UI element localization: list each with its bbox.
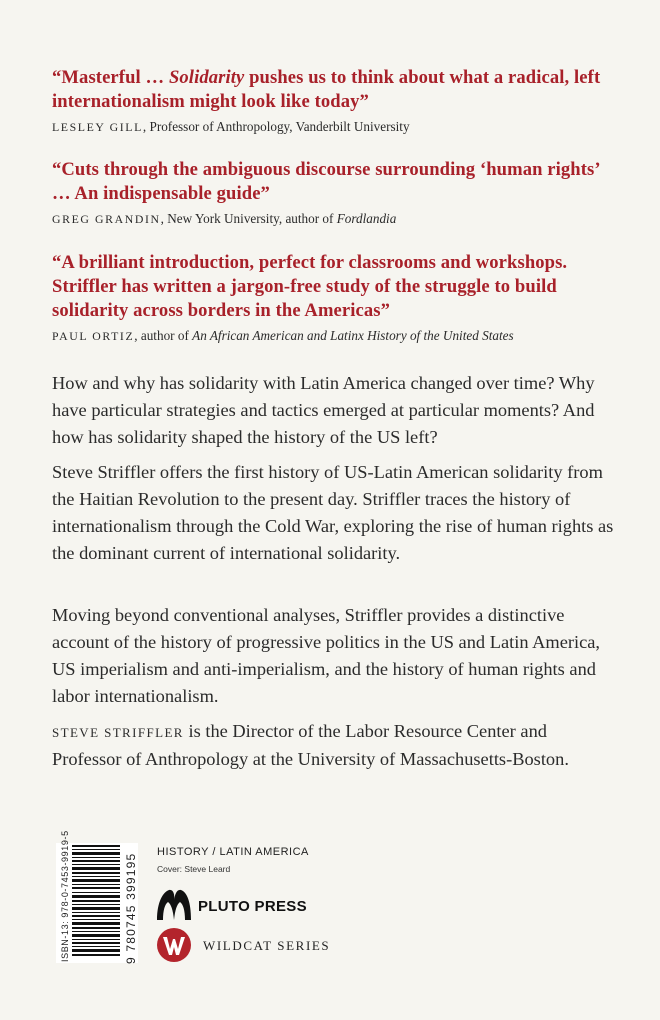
series-name: WILDCAT SERIES — [203, 938, 331, 953]
category-label: HISTORY / LATIN AMERICA — [157, 846, 309, 858]
isbn-number: ISBN-13: 978-0-7453-9919-5 — [60, 830, 70, 962]
quote-attribution: LESLEY GILL, Professor of Anthropology, Vanderbilt University — [52, 119, 410, 134]
quote-text: “A brilliant introduction, perfect for classrooms and workshops. Striffler has written a jargon-free study of the struggle to build solidarity across borders in the Americas” — [52, 252, 568, 321]
quote-block-gill — [52, 66, 612, 136]
quote-attribution: PAUL ORTIZ, author of An African American and Latinx History of the United States — [52, 328, 514, 343]
quote-attribution: GREG GRANDIN, New York University, author of Fordlandia — [52, 211, 397, 226]
pluto-press-logo-icon — [155, 886, 193, 922]
barcode-digits: 9 780745 399195 — [124, 852, 138, 964]
quote-text: “Cuts through the ambiguous discourse surrounding ‘human rights’ … An indispensable guide” — [52, 159, 600, 204]
body-paragraph-2: Steve Striffler offers the first history of US-Latin American solidarity from the Haitian Revolution to the present day. Striffler traces the history of internationalism through the Cold War, exploring the rise of human rights as the dominant current of international solidarity. — [52, 462, 614, 563]
wildcat-logo-icon — [156, 927, 192, 963]
publisher-name: PLUTO PRESS — [198, 898, 307, 915]
quote-text: “Masterful … Solidarity pushes us to think about what a radical, left internationalism might look like today” — [52, 67, 601, 112]
body-paragraph-3: Moving beyond conventional analyses, Striffler provides a distinctive account of the history of progressive politics in the US and Latin America, US imperialism and anti-imperialism, and the history of human rights and labor internationalism. — [52, 605, 601, 706]
quote-block-grandin — [52, 158, 612, 228]
body-paragraph-1: How and why has solidarity with Latin America changed over time? Why have particular strategies and tactics emerged at particular moments? And how has solidarity shaped the history of the US left? — [52, 373, 595, 447]
author-bio: STEVE STRIFFLER is the Director of the Labor Resource Center and Professor of Anthropology at the University of Massachusetts-Boston. — [52, 721, 569, 769]
cover-credit: Cover: Steve Leard — [157, 864, 231, 874]
barcode — [72, 845, 124, 959]
author-name: STEVE STRIFFLER — [52, 725, 184, 740]
quote-block-ortiz — [52, 251, 612, 345]
